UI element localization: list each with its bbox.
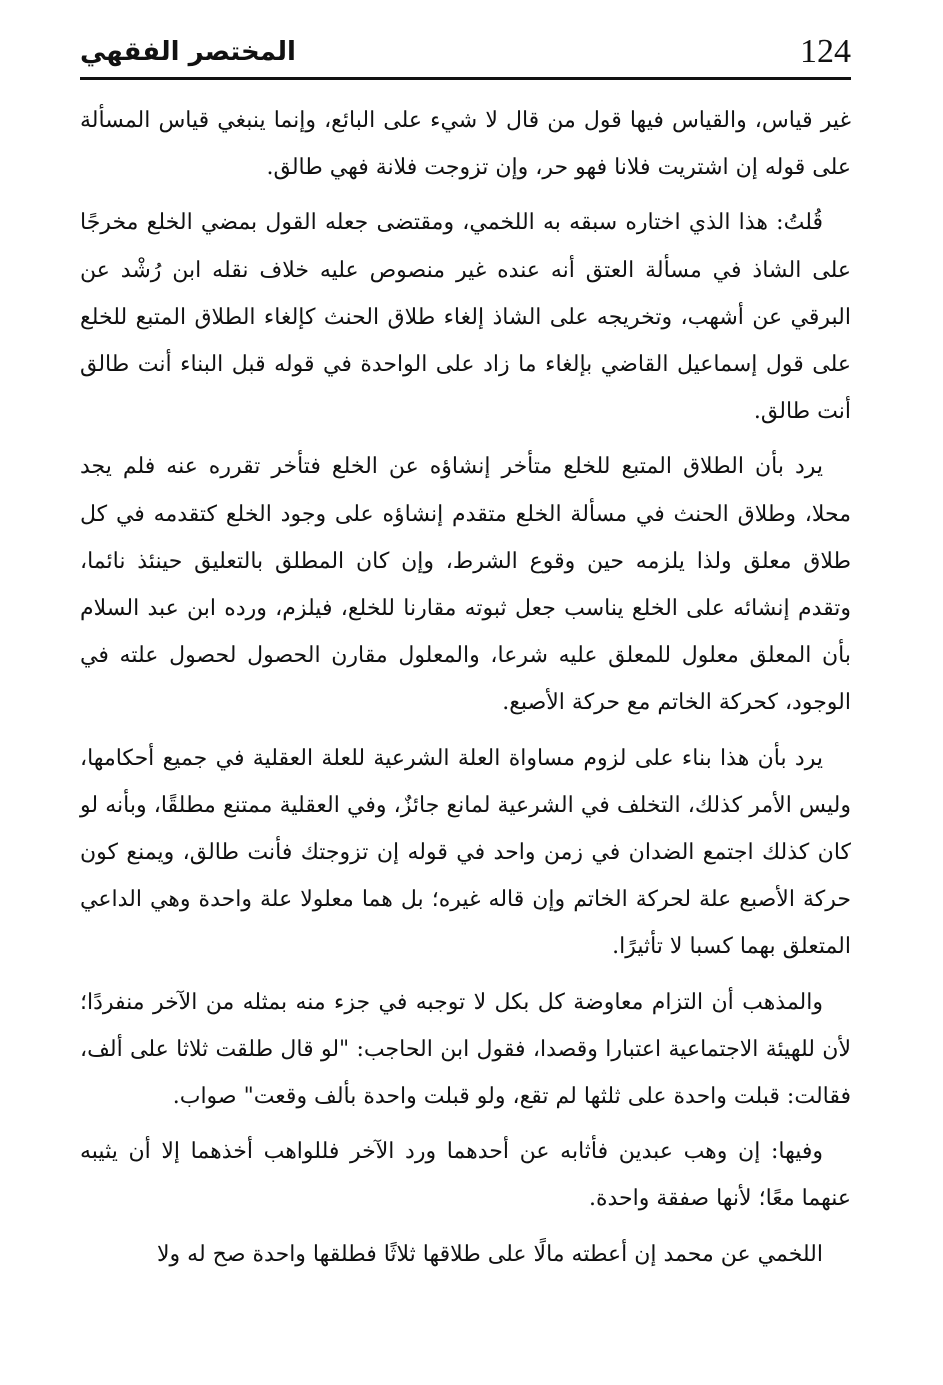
page-number: 124 (800, 33, 851, 70)
paragraph: يرد بأن الطلاق المتبع للخلع متأخر إنشاؤه عن الخلع فتأخر تقرره عنه فلم يجد محلا، وطلاق الحنث في مسألة الخلع متقدم إنشاؤه على وجود الخلع كتقدمه في كل طلاق معلق ولذا يلزمه حين وقوع الشرط، وإن كان المطلق بالتعليق حينئذ نائما، وتقدم إنشائه على الخلع يناسب جعل ثبوته مقارنا للخلع، فيلزم، ورده ابن عبد السلام بأن المعلق معلول للمعلق عليه شرعا، والمعلول مقارن الحصول لحصول علته في الوجود، كحركة الخاتم مع حركة الأصبع. (80, 454, 851, 716)
page-header (80, 28, 851, 80)
header-rule (80, 77, 851, 80)
paragraph: والمذهب أن التزام معاوضة كل بكل لا توجبه في جزء منه بمثله من الآخر منفردًا؛ لأن للهيئة الاجتماعية اعتبارا وقصدا، فقول ابن الحاجب: "لو قال طلقت ثلاثا على ألف، فقالت: قبلت واحدة على ثلثها لم تقع، ولو قبلت واحدة بألف وقعت" صواب. (80, 989, 851, 1110)
paragraph: يرد بأن هذا بناء على لزوم مساواة العلة الشرعية للعلة العقلية في جميع أحكامها، وليس الأمر كذلك، التخلف في الشرعية لمانع جائزٌ، وفي العقلية ممتنع مطلقًا، وبأنه لو كان كذلك اجتمع الضدان في زمن واحد في قوله إن تزوجتك فأنت طالق، ويمنع كون حركة الأصبع علة لحركة الخاتم وإن قاله غيره؛ بل هما معلولا علة واحدة وهي الداعي المتعلق بهما كسبا لا تأثيرًا. (80, 745, 851, 960)
paragraph: اللخمي عن محمد إن أعطته مالًا على طلاقها ثلاثًا فطلقها واحدة صح له ولا (156, 1241, 823, 1267)
paragraph: قُلتُ: هذا الذي اختاره سبقه به اللخمي، ومقتضى جعله القول بمضي الخلع مخرجًا على الشاذ في مسألة العتق أنه عنده غير منصوص عليه خلاف نقله ابن رُشْد عن البرقي عن أشهب، وتخريجه على الشاذ إلغاء طلاق الحنث كإلغاء الطلاق المتبع للخلع على قول إسماعيل القاضي بإلغاء ما زاد على الواحدة في قوله قبل البناء أنت طالق أنت طالق. (80, 210, 851, 425)
paragraph: وفيها: إن وهب عبدين فأثابه عن أحدهما ورد الآخر فللواهب أخذهما إلا أن يثيبه عنهما معًا؛ لأنها صفقة واحدة. (80, 1139, 851, 1212)
paragraph: غير قياس، والقياس فيها قول من قال لا شيء على البائع، وإنما ينبغي قياس المسألة على قوله إن اشتريت فلانا فهو حر، وإن تزوجت فلانة فهي طالق. (80, 108, 851, 181)
running-title: المختصر الفقهي (80, 37, 296, 67)
body-text (80, 97, 851, 1278)
